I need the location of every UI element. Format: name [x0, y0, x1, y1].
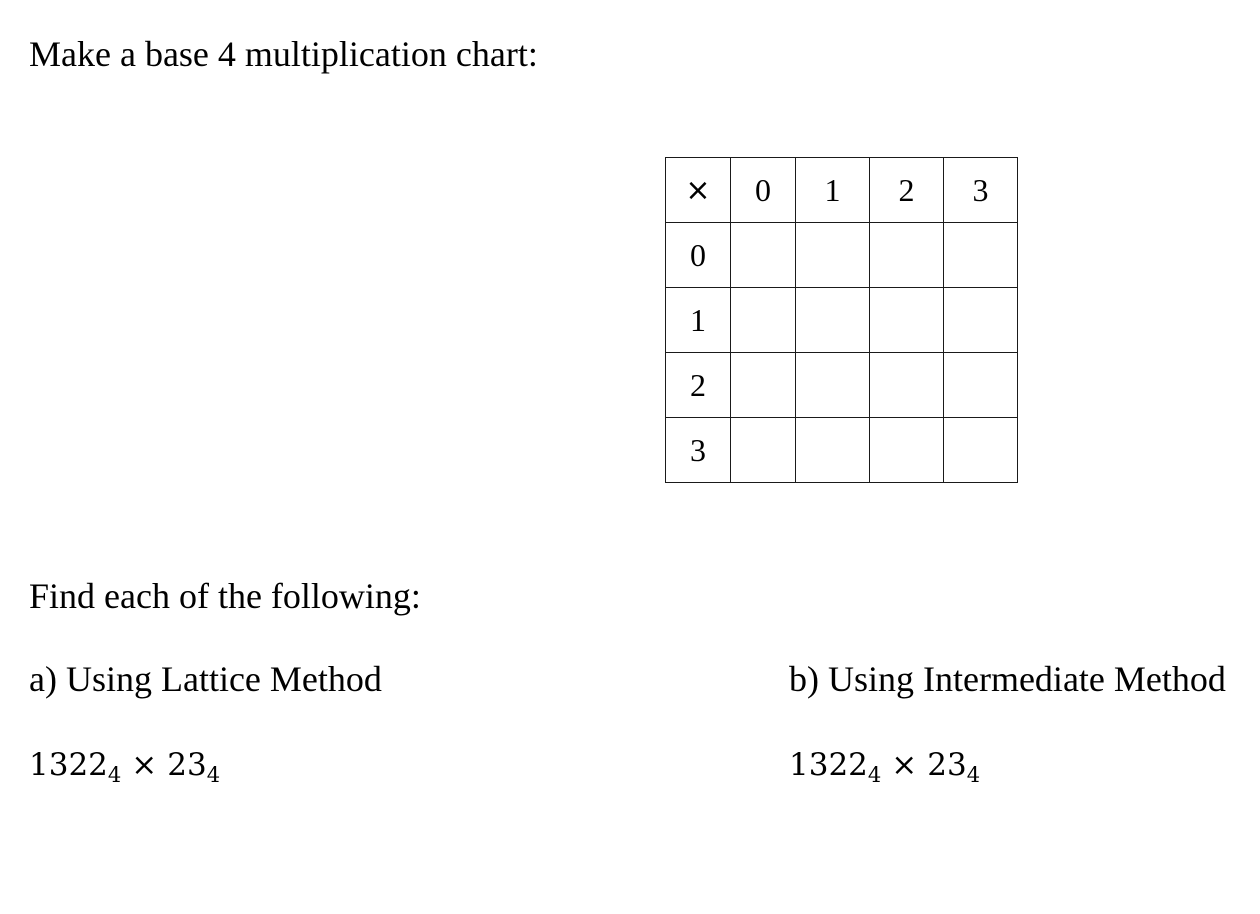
chart-row: [666, 418, 1018, 483]
right-operand: 23: [927, 747, 967, 783]
row-header: 1: [666, 288, 731, 353]
blank-cell[interactable]: [731, 418, 796, 483]
column-header: 1: [796, 158, 870, 223]
times-icon: ×: [666, 158, 731, 223]
blank-cell[interactable]: [870, 418, 944, 483]
part-b-expression: [789, 745, 980, 785]
column-header: 0: [731, 158, 796, 223]
blank-cell[interactable]: [796, 418, 870, 483]
blank-cell[interactable]: [944, 353, 1018, 418]
part-a-label: a) Using Lattice Method: [29, 659, 382, 699]
blank-cell[interactable]: [796, 288, 870, 353]
part-a-expression: [29, 745, 220, 785]
blank-cell[interactable]: [870, 353, 944, 418]
blank-cell[interactable]: [944, 418, 1018, 483]
blank-cell[interactable]: [796, 353, 870, 418]
chart-header-row: [666, 158, 1018, 223]
blank-cell[interactable]: [796, 223, 870, 288]
blank-cell[interactable]: [870, 288, 944, 353]
chart-row: [666, 223, 1018, 288]
blank-cell[interactable]: [731, 288, 796, 353]
multiplication-chart: [665, 157, 1018, 483]
blank-cell[interactable]: [944, 288, 1018, 353]
blank-cell[interactable]: [731, 223, 796, 288]
blank-cell[interactable]: [731, 353, 796, 418]
chart-row: [666, 353, 1018, 418]
times-icon: ×: [131, 747, 158, 783]
right-base: 4: [206, 763, 221, 787]
left-operand: 1322: [789, 747, 868, 783]
blank-cell[interactable]: [944, 223, 1018, 288]
column-header: 2: [870, 158, 944, 223]
chart-row: [666, 288, 1018, 353]
part-b-label: b) Using Intermediate Method: [789, 659, 1226, 699]
right-operand: 23: [167, 747, 207, 783]
blank-cell[interactable]: [870, 223, 944, 288]
column-header: 3: [944, 158, 1018, 223]
right-base: 4: [966, 763, 981, 787]
row-header: 0: [666, 223, 731, 288]
row-header: 3: [666, 418, 731, 483]
row-header: 2: [666, 353, 731, 418]
left-base: 4: [107, 763, 122, 787]
left-base: 4: [867, 763, 882, 787]
instructions: Find each of the following:: [29, 576, 421, 616]
times-icon: ×: [891, 747, 918, 783]
left-operand: 1322: [29, 747, 108, 783]
page-title: Make a base 4 multiplication chart:: [29, 34, 538, 74]
